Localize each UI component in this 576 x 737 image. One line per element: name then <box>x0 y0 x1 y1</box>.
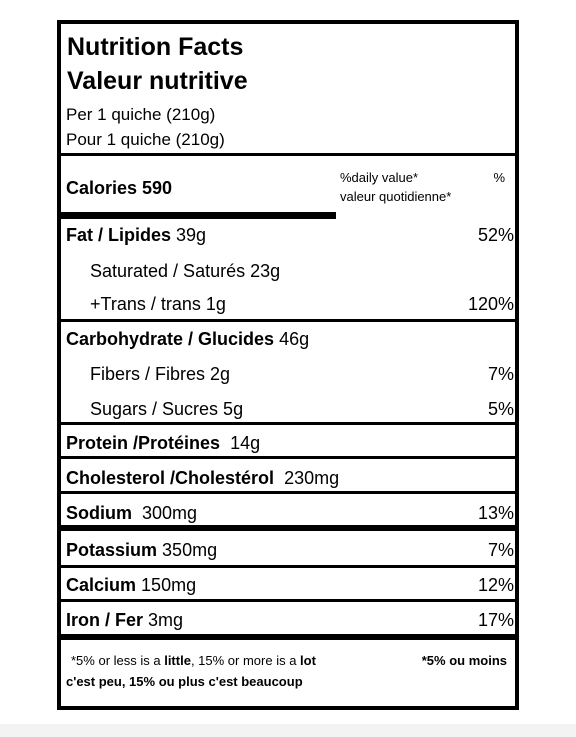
divider-fat <box>61 319 515 322</box>
title-english: Nutrition Facts <box>67 33 244 61</box>
title-french: Valeur nutritive <box>67 67 248 95</box>
daily-value-percent-header: % <box>493 170 505 185</box>
sodium-row: Sodium 300mg <box>66 503 198 523</box>
divider-cholesterol <box>61 491 515 494</box>
calories-divider-bar <box>61 212 336 219</box>
divider-calcium <box>61 599 515 602</box>
page-bottom-band <box>0 724 576 737</box>
footnote-french-start: *5% ou moins <box>421 653 507 668</box>
carbohydrate-row: Carbohydrate / Glucides 46g <box>66 329 310 349</box>
protein-row: Protein /Protéines 14g <box>66 433 261 453</box>
calories-label: Calories 590 <box>66 178 173 198</box>
sugars-row: Sugars / Sucres 5g <box>90 399 244 419</box>
serving-size-english: Per 1 quiche (210g) <box>66 105 216 124</box>
footnote-french-end: c'est peu, 15% ou plus c'est beaucoup <box>66 674 303 689</box>
iron-percent: 17% <box>477 610 514 630</box>
calcium-row: Calcium 150mg <box>66 575 197 595</box>
divider-iron <box>61 634 515 640</box>
trans-percent: 120% <box>467 294 514 314</box>
divider-potassium <box>61 565 515 568</box>
fat-row: Fat / Lipides 39g <box>66 225 207 245</box>
footnote-english: *5% or less is a little, 15% or more is a lot <box>71 653 316 668</box>
sugars-percent: 5% <box>487 399 514 419</box>
cholesterol-row: Cholesterol /Cholestérol 230mg <box>66 468 340 488</box>
serving-size-french: Pour 1 quiche (210g) <box>66 130 225 149</box>
divider-sodium <box>61 525 515 531</box>
calcium-percent: 12% <box>477 575 514 595</box>
divider-carbs <box>61 422 515 425</box>
divider-protein <box>61 456 515 459</box>
nutrition-facts-label <box>57 20 519 710</box>
fibers-percent: 7% <box>487 364 514 384</box>
fat-percent: 52% <box>477 225 514 245</box>
potassium-row: Potassium 350mg <box>66 540 218 560</box>
divider-serving <box>61 153 515 156</box>
fibers-row: Fibers / Fibres 2g <box>90 364 231 384</box>
trans-row: +Trans / trans 1g <box>90 294 226 314</box>
daily-value-header: %daily value* valeur quotidienne* <box>340 170 452 204</box>
potassium-percent: 7% <box>487 540 514 560</box>
iron-row: Iron / Fer 3mg <box>66 610 184 630</box>
sodium-percent: 13% <box>477 503 514 523</box>
saturated-row: Saturated / Saturés 23g <box>90 261 281 281</box>
